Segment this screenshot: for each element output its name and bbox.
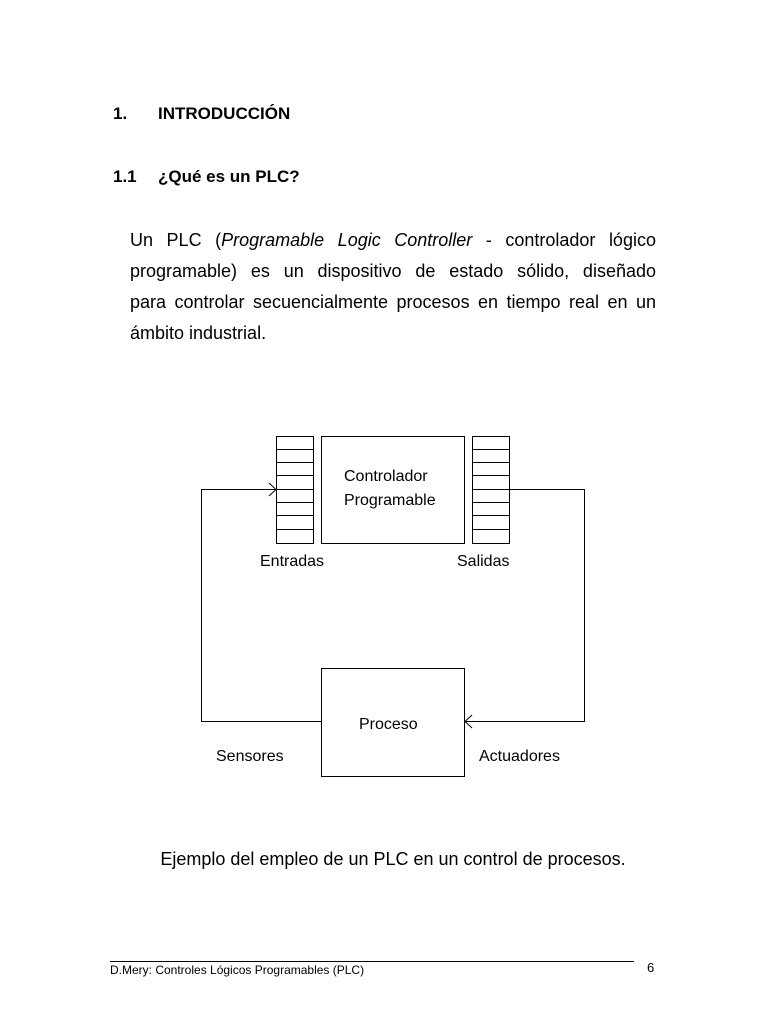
process-label: Proceso: [359, 716, 418, 733]
actuators-label: Actuadores: [479, 748, 560, 765]
controller-box: [322, 437, 465, 544]
outputs-label: Salidas: [457, 553, 510, 570]
controller-label-line2: Programable: [344, 492, 436, 509]
paragraph-italic-term: Programable Logic Controller: [221, 230, 473, 250]
inputs-label: Entradas: [260, 553, 325, 570]
figure-caption: Ejemplo del empleo de un PLC en un control de procesos.: [160, 849, 626, 869]
paragraph-line-2: programable) es un dispositivo de estado sólido, diseñado: [130, 261, 656, 281]
paragraph-line-3: para controlar secuencialmente procesos en tiempo real en un: [130, 292, 656, 312]
input-register: [277, 437, 314, 544]
output-register: [473, 437, 510, 544]
sensors-label: Sensores: [216, 748, 284, 765]
controller-label-line1: Controlador: [344, 468, 428, 485]
paragraph-line-1: Un PLC (Programable Logic Controller - controlador lógico: [130, 230, 656, 250]
page-number: 6: [647, 960, 655, 975]
paragraph-line-4: ámbito industrial.: [130, 323, 267, 343]
subsection-number: 1.1: [113, 167, 137, 186]
section-number: 1.: [113, 104, 128, 123]
footer-text: D.Mery: Controles Lógicos Programables (PLC): [110, 963, 365, 977]
sensor-connection: [202, 490, 325, 722]
subsection-title: ¿Qué es un PLC?: [158, 167, 300, 186]
section-title: INTRODUCCIÓN: [158, 104, 291, 123]
footer-rule: [110, 961, 634, 962]
actuator-connection: [465, 490, 585, 722]
